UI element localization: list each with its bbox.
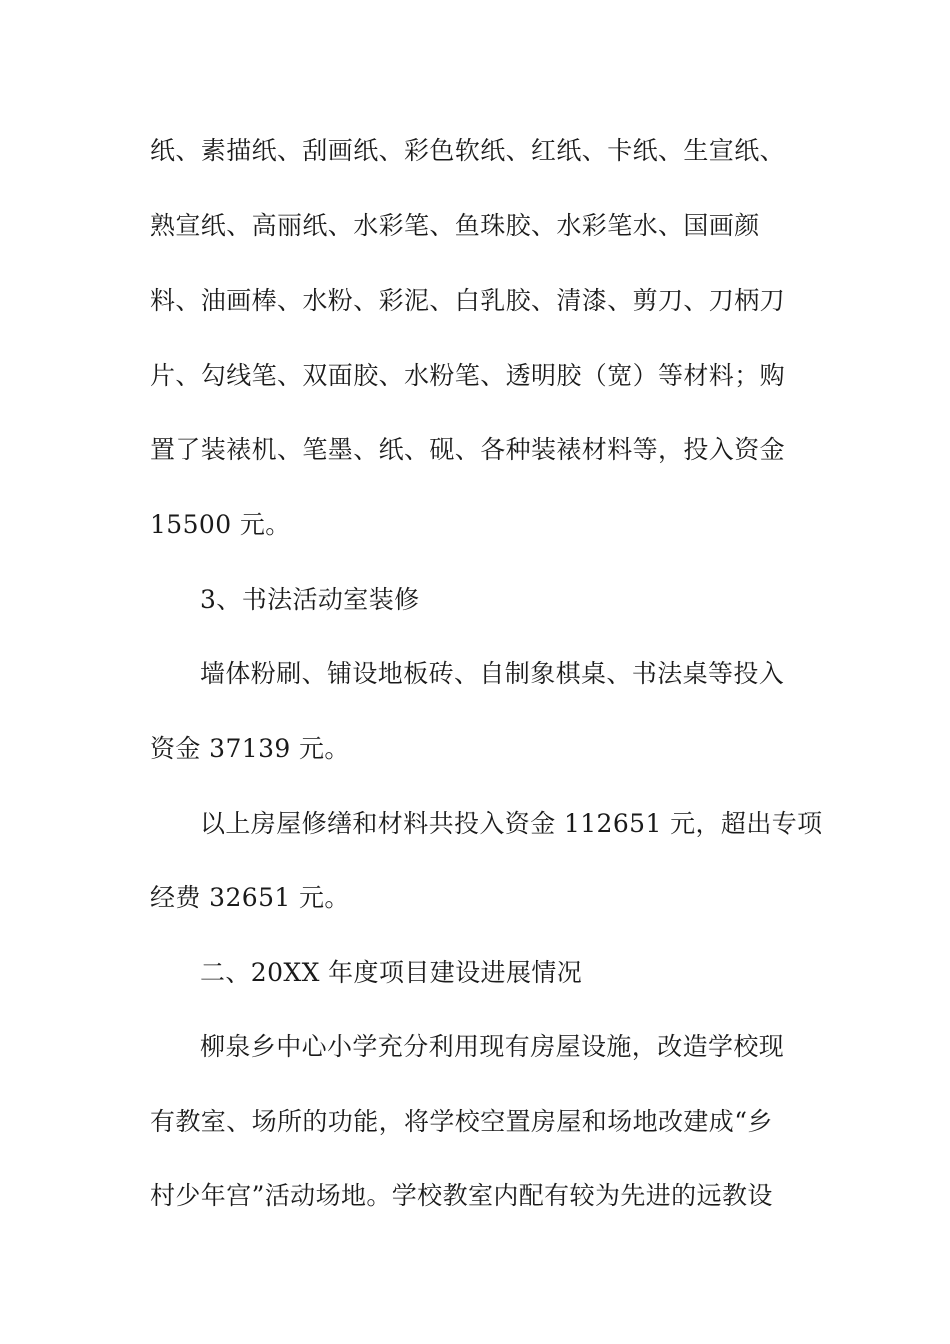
body-text-line: 墙体粉刷、铺设地板砖、自制象棋桌、书法桌等投入 (200, 659, 785, 688)
body-text-line: 资金 37139 元。 (150, 734, 350, 763)
section-heading: 3、书法活动室装修 (200, 585, 420, 614)
body-text-line: 纸、素描纸、刮画纸、彩色软纸、红纸、卡纸、生宣纸、 (150, 136, 786, 165)
body-text-line: 柳泉乡中心小学充分利用现有房屋设施，改造学校现 (200, 1032, 785, 1061)
body-text-line: 片、勾线笔、双面胶、水粉笔、透明胶（宽）等材料；购 (150, 361, 786, 390)
section-heading: 二、20XX 年度项目建设进展情况 (200, 958, 583, 987)
body-text-line: 村少年宫”活动场地。学校教室内配有较为先进的远教设 (150, 1181, 773, 1210)
body-text-line: 熟宣纸、高丽纸、水彩笔、鱼珠胶、水彩笔水、国画颜 (150, 211, 760, 240)
body-text-line: 经费 32651 元。 (150, 883, 350, 912)
body-text-line: 置了装裱机、笔墨、纸、砚、各种装裱材料等，投入资金 (150, 435, 786, 464)
body-text-line: 15500 元。 (150, 510, 291, 539)
body-text-line: 有教室、场所的功能，将学校空置房屋和场地改建成“乡 (150, 1107, 773, 1136)
body-text-line: 料、油画棒、水粉、彩泥、白乳胶、清漆、剪刀、刀柄刀 (150, 286, 786, 315)
body-text-line: 以上房屋修缮和材料共投入资金 112651 元，超出专项 (200, 809, 823, 838)
